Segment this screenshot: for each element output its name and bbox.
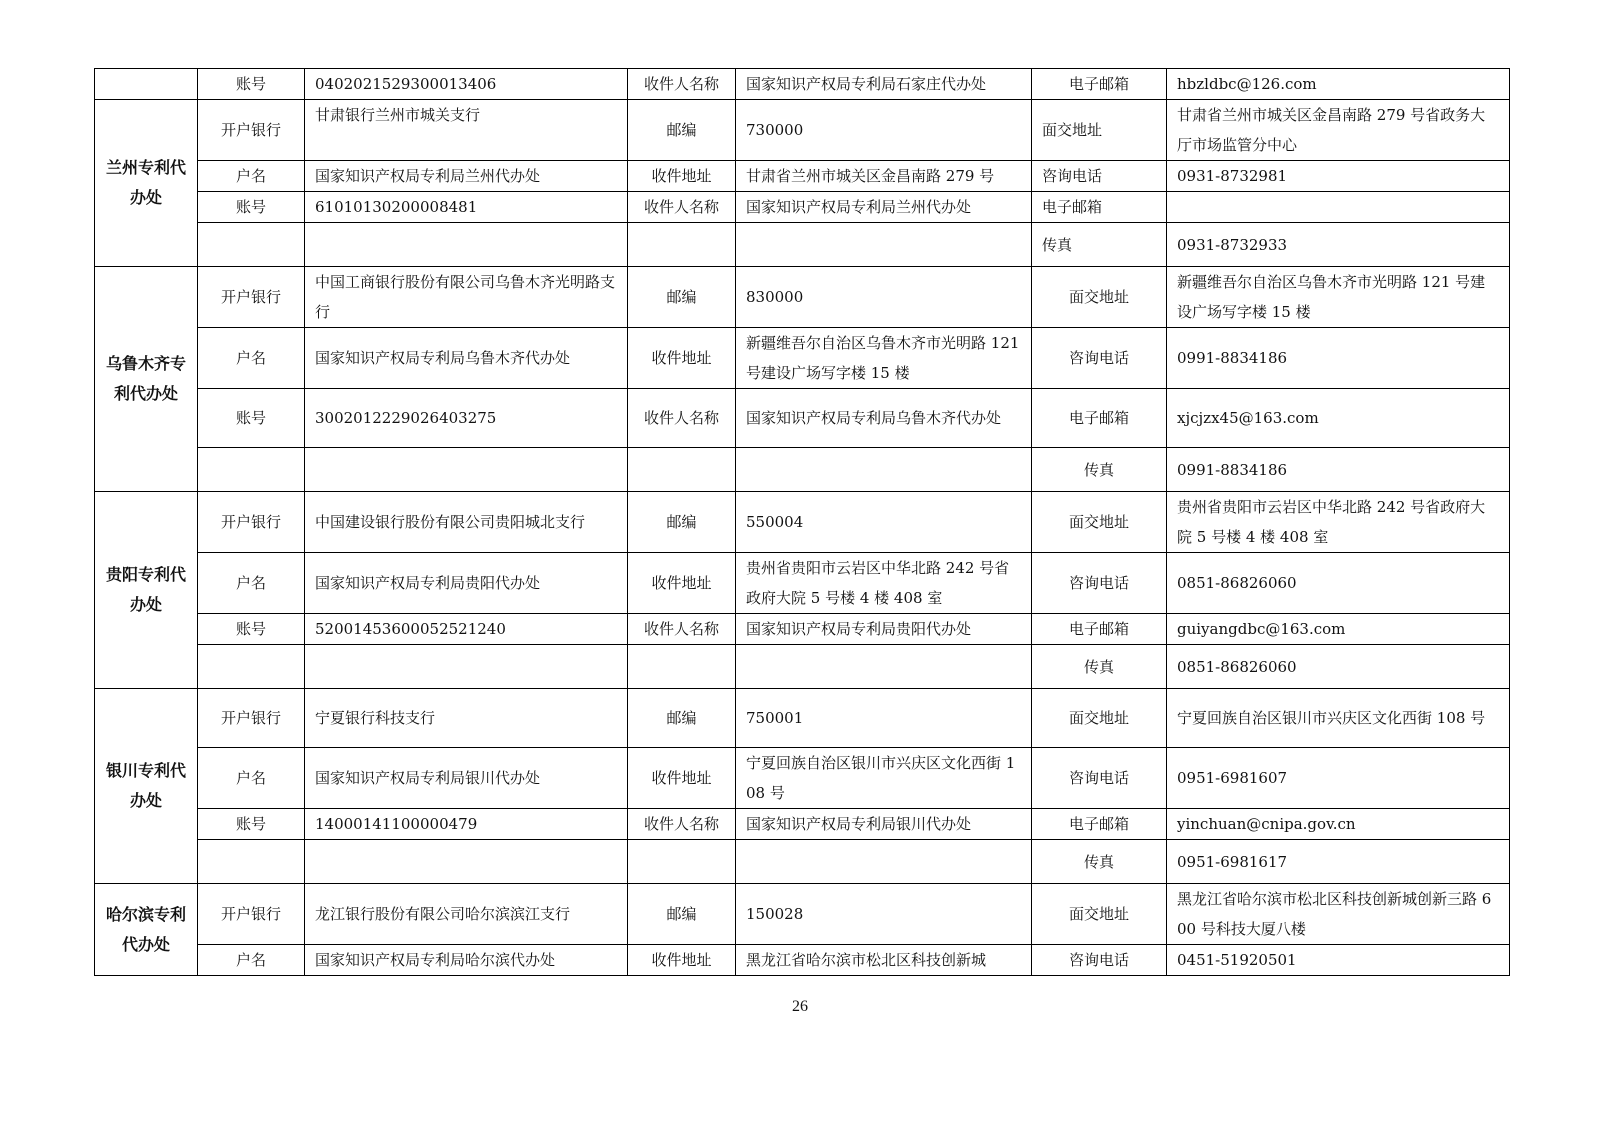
account-no-value: 61010130200008481 [305, 192, 628, 223]
table-row [95, 884, 1510, 945]
phone-label: 咨询电话 [1032, 748, 1167, 809]
bank-value: 宁夏银行科技支行 [305, 689, 628, 748]
postcode-value: 830000 [736, 267, 1032, 328]
account-name-value: 国家知识产权局专利局银川代办处 [305, 748, 628, 809]
account-name-label: 户名 [198, 161, 305, 192]
mail-address-value: 新疆维吾尔自治区乌鲁木齐市光明路 121 号建设广场写字楼 15 楼 [736, 328, 1032, 389]
fax-value: 0931-8732933 [1167, 223, 1510, 267]
page-number: 26 [792, 998, 808, 1015]
account-name-label: 户名 [198, 748, 305, 809]
phone-label: 咨询电话 [1032, 553, 1167, 614]
empty-cell [736, 840, 1032, 884]
visit-address-label: 面交地址 [1032, 689, 1167, 748]
table-row [95, 328, 1510, 389]
table-row [95, 689, 1510, 748]
postcode-label: 邮编 [628, 267, 736, 328]
table-row [95, 809, 1510, 840]
visit-address-label: 面交地址 [1032, 267, 1167, 328]
bank-label: 开户银行 [198, 492, 305, 553]
recipient-label: 收件人名称 [628, 809, 736, 840]
table-row [95, 748, 1510, 809]
empty-cell [628, 448, 736, 492]
email-label: 电子邮箱 [1032, 69, 1167, 100]
fax-label: 传真 [1032, 840, 1167, 884]
account-name-label: 户名 [198, 328, 305, 389]
account-no-value: 0402021529300013406 [305, 69, 628, 100]
empty-cell [628, 645, 736, 689]
empty-cell [305, 645, 628, 689]
empty-cell [198, 840, 305, 884]
account-no-label: 账号 [198, 192, 305, 223]
postcode-label: 邮编 [628, 492, 736, 553]
recipient-label: 收件人名称 [628, 389, 736, 448]
recipient-value: 国家知识产权局专利局兰州代办处 [736, 192, 1032, 223]
fax-label: 传真 [1032, 448, 1167, 492]
mail-address-label: 收件地址 [628, 161, 736, 192]
mail-address-label: 收件地址 [628, 328, 736, 389]
postcode-label: 邮编 [628, 689, 736, 748]
recipient-label: 收件人名称 [628, 192, 736, 223]
visit-address-label: 面交地址 [1032, 100, 1167, 161]
fax-value: 0951-6981617 [1167, 840, 1510, 884]
visit-address-value: 甘肃省兰州市城关区金昌南路 279 号省政务大厅市场监管分中心 [1167, 100, 1510, 161]
empty-cell [628, 223, 736, 267]
phone-value: 0931-8732981 [1167, 161, 1510, 192]
table-row [95, 840, 1510, 884]
postcode-value: 750001 [736, 689, 1032, 748]
bank-label: 开户银行 [198, 100, 305, 161]
phone-value: 0451-51920501 [1167, 945, 1510, 976]
empty-cell [736, 448, 1032, 492]
recipient-value: 国家知识产权局专利局银川代办处 [736, 809, 1032, 840]
office-name-cell [95, 69, 198, 100]
empty-cell [198, 223, 305, 267]
email-label: 电子邮箱 [1032, 614, 1167, 645]
email-label: 电子邮箱 [1032, 809, 1167, 840]
visit-address-label: 面交地址 [1032, 884, 1167, 945]
empty-cell [736, 645, 1032, 689]
empty-cell [198, 448, 305, 492]
empty-cell [305, 840, 628, 884]
account-no-label: 账号 [198, 614, 305, 645]
account-name-label: 户名 [198, 945, 305, 976]
table-row [95, 614, 1510, 645]
mail-address-value: 贵州省贵阳市云岩区中华北路 242 号省政府大院 5 号楼 4 楼 408 室 [736, 553, 1032, 614]
fax-label: 传真 [1032, 645, 1167, 689]
postcode-label: 邮编 [628, 100, 736, 161]
email-value: guiyangdbc@163.com [1167, 614, 1510, 645]
fax-value: 0991-8834186 [1167, 448, 1510, 492]
email-value: hbzldbc@126.com [1167, 69, 1510, 100]
email-value [1167, 192, 1510, 223]
table-row [95, 100, 1510, 161]
visit-address-value: 贵州省贵阳市云岩区中华北路 242 号省政府大院 5 号楼 4 楼 408 室 [1167, 492, 1510, 553]
mail-address-value: 宁夏回族自治区银川市兴庆区文化西街 108 号 [736, 748, 1032, 809]
phone-value: 0851-86826060 [1167, 553, 1510, 614]
phone-label: 咨询电话 [1032, 945, 1167, 976]
account-name-value: 国家知识产权局专利局乌鲁木齐代办处 [305, 328, 628, 389]
bank-value: 中国工商银行股份有限公司乌鲁木齐光明路支行 [305, 267, 628, 328]
table-row [95, 553, 1510, 614]
table-row [95, 645, 1510, 689]
account-name-label: 户名 [198, 553, 305, 614]
postcode-value: 550004 [736, 492, 1032, 553]
bank-label: 开户银行 [198, 689, 305, 748]
fax-label: 传真 [1032, 223, 1167, 267]
account-no-value: 3002012229026403275 [305, 389, 628, 448]
table-row [95, 192, 1510, 223]
visit-address-value: 黑龙江省哈尔滨市松北区科技创新城创新三路 600 号科技大厦八楼 [1167, 884, 1510, 945]
account-name-value: 国家知识产权局专利局哈尔滨代办处 [305, 945, 628, 976]
visit-address-value: 新疆维吾尔自治区乌鲁木齐市光明路 121 号建设广场写字楼 15 楼 [1167, 267, 1510, 328]
account-name-value: 国家知识产权局专利局兰州代办处 [305, 161, 628, 192]
email-label: 电子邮箱 [1032, 389, 1167, 448]
empty-cell [305, 223, 628, 267]
empty-cell [628, 840, 736, 884]
account-no-label: 账号 [198, 389, 305, 448]
table-row [95, 69, 1510, 100]
phone-label: 咨询电话 [1032, 161, 1167, 192]
phone-label: 咨询电话 [1032, 328, 1167, 389]
account-no-label: 账号 [198, 809, 305, 840]
recipient-value: 国家知识产权局专利局贵阳代办处 [736, 614, 1032, 645]
mail-address-value: 黑龙江省哈尔滨市松北区科技创新城 [736, 945, 1032, 976]
email-value: xjcjzx45@163.com [1167, 389, 1510, 448]
office-name-yinchuan: 银川专利代办处 [95, 689, 198, 884]
bank-value: 龙江银行股份有限公司哈尔滨滨江支行 [305, 884, 628, 945]
postcode-value: 730000 [736, 100, 1032, 161]
visit-address-label: 面交地址 [1032, 492, 1167, 553]
phone-value: 0991-8834186 [1167, 328, 1510, 389]
table-row [95, 448, 1510, 492]
patent-office-info-table [94, 68, 1510, 976]
office-name-harbin: 哈尔滨专利代办处 [95, 884, 198, 976]
table-row [95, 389, 1510, 448]
mail-address-value: 甘肃省兰州市城关区金昌南路 279 号 [736, 161, 1032, 192]
account-no-label: 账号 [198, 69, 305, 100]
empty-cell [305, 448, 628, 492]
recipient-label: 收件人名称 [628, 614, 736, 645]
mail-address-label: 收件地址 [628, 945, 736, 976]
bank-label: 开户银行 [198, 884, 305, 945]
empty-cell [198, 645, 305, 689]
table-row [95, 492, 1510, 553]
table-row [95, 945, 1510, 976]
bank-value: 甘肃银行兰州市城关支行 [305, 100, 628, 161]
bank-label: 开户银行 [198, 267, 305, 328]
table-row [95, 267, 1510, 328]
email-label: 电子邮箱 [1032, 192, 1167, 223]
table-row [95, 223, 1510, 267]
recipient-value: 国家知识产权局专利局乌鲁木齐代办处 [736, 389, 1032, 448]
office-name-urumqi: 乌鲁木齐专利代办处 [95, 267, 198, 492]
office-name-guiyang: 贵阳专利代办处 [95, 492, 198, 689]
account-name-value: 国家知识产权局专利局贵阳代办处 [305, 553, 628, 614]
fax-value: 0851-86826060 [1167, 645, 1510, 689]
mail-address-label: 收件地址 [628, 748, 736, 809]
email-value: yinchuan@cnipa.gov.cn [1167, 809, 1510, 840]
empty-cell [736, 223, 1032, 267]
bank-value: 中国建设银行股份有限公司贵阳城北支行 [305, 492, 628, 553]
office-name-lanzhou: 兰州专利代办处 [95, 100, 198, 267]
mail-address-label: 收件地址 [628, 553, 736, 614]
table-row [95, 161, 1510, 192]
visit-address-value: 宁夏回族自治区银川市兴庆区文化西街 108 号 [1167, 689, 1510, 748]
recipient-label: 收件人名称 [628, 69, 736, 100]
account-no-value: 14000141100000479 [305, 809, 628, 840]
postcode-value: 150028 [736, 884, 1032, 945]
phone-value: 0951-6981607 [1167, 748, 1510, 809]
account-no-value: 52001453600052521240 [305, 614, 628, 645]
recipient-value: 国家知识产权局专利局石家庄代办处 [736, 69, 1032, 100]
postcode-label: 邮编 [628, 884, 736, 945]
